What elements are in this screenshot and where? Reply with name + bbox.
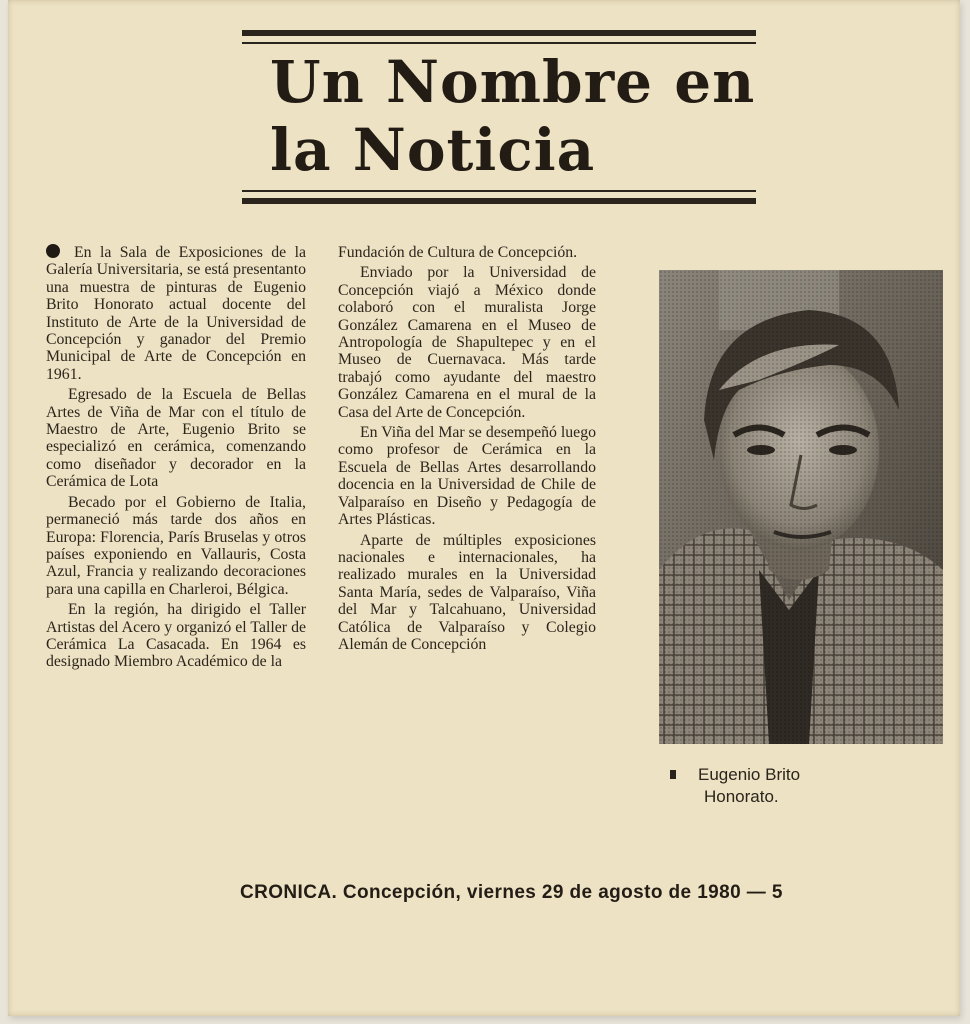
paragraph: Fundación de Cultura de Concepción. <box>338 244 578 261</box>
caption-line-2: Honorato. <box>704 787 779 806</box>
headline <box>270 48 770 184</box>
paragraph: En la región, ha dirigido el Taller Artistas del Acero y organizó el Taller de Cerámica La Casacada. En 1964 es designado Miembro Académico de la <box>46 601 306 671</box>
paragraph: Aparte de múltiples exposiciones nacionales e internacionales, ha realizado murales en la Universidad Santa María, sedes de Valparaíso, Viña del Mar y Talcahuano, Universidad Católica de Valparaíso y Colegio Alemán de Concepción <box>338 531 596 653</box>
bottom-rule-thick <box>242 198 756 204</box>
article-column-2 <box>338 244 596 656</box>
paragraph: Becado por el Gobierno de Italia, permaneció más tarde dos años en Europa: Florencia, París Bruselas y otros países exponiendo en Vallauris, Costa Azul, Francia y realizando decoraciones para una capilla en Charleroi, Bélgica. <box>46 493 306 598</box>
paragraph: Egresado de la Escuela de Bellas Artes de Viña de Mar con el título de Maestro de Arte, Eugenio Brito se especializó en cerámica, comenzando como diseñador y decorador en la Cerámica de Lota <box>46 386 306 491</box>
paragraph: Enviado por la Universidad de Concepción viajó a México donde colaboró con el muralista Jorge González Camarena en el Museo de Antropología de Shapultepec y en el Museo de Cuernavaca. Más tarde trabajó como ayudante del maestro González Camarena en el mural de la Casa del Arte de Concepción. <box>338 264 596 421</box>
portrait-photo <box>659 270 943 744</box>
bottom-rule-thin <box>242 190 756 192</box>
headline-line-2: la Noticia <box>270 116 596 184</box>
top-rule-thick <box>242 30 756 36</box>
paragraph: En Viña del Mar se desempeñó luego como profesor de Cerámica en la Escuela de Bellas Artes desarrollando docencia en la Universidad de Chile de Valparaíso en Diseño y Pedagogía de Artes Plásticas. <box>338 424 596 529</box>
publication-footer: CRONICA. Concepción, viernes 29 de agosto de 1980 — 5 <box>240 882 783 903</box>
article-column-1 <box>46 244 306 674</box>
caption-line-1: Eugenio Brito <box>670 764 910 786</box>
paragraph: En la Sala de Exposiciones de la Galería Universitaria, se está presentanto una muestra de pinturas de Eugenio Brito Honorato actual docente del Instituto de Arte de la Universidad de Concepción y ganador del Premio Municipal de Arte de Concepción en 1961. <box>46 244 306 383</box>
bullet-icon <box>670 770 676 779</box>
photo-caption <box>670 764 910 808</box>
bullet-icon <box>46 244 60 258</box>
headline-line-1: Un Nombre en <box>270 48 756 116</box>
top-rule-thin <box>242 42 756 44</box>
newspaper-clipping <box>8 0 960 1016</box>
portrait-icon <box>659 270 943 744</box>
